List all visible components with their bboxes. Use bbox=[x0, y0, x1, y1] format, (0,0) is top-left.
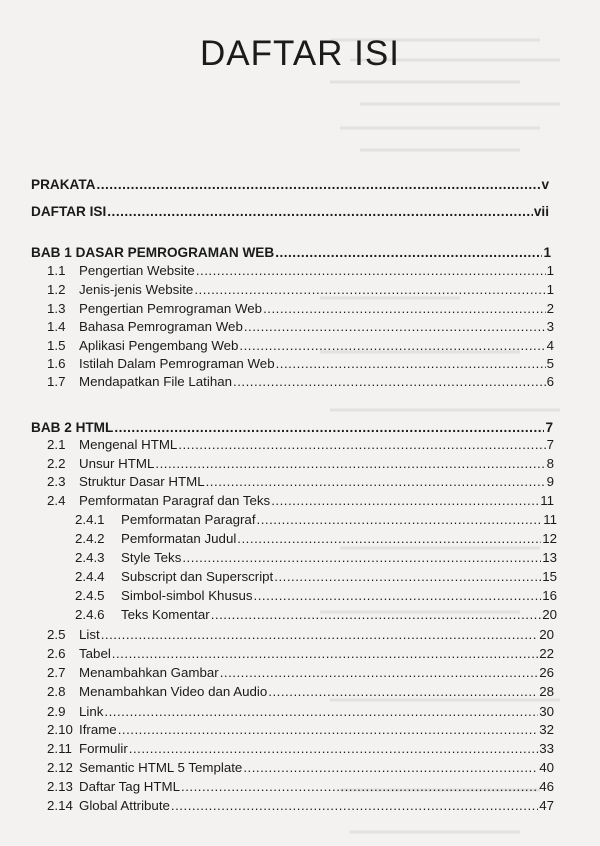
toc-entry bbox=[47, 318, 554, 335]
dot-leader bbox=[171, 797, 538, 814]
toc-entry-page-number: 9 bbox=[546, 474, 554, 489]
toc-entry bbox=[31, 419, 553, 436]
toc-entry bbox=[47, 436, 554, 453]
toc-entry bbox=[47, 337, 554, 354]
toc-entry-page-number: 15 bbox=[542, 569, 557, 584]
dot-leader bbox=[196, 262, 546, 279]
toc-entry-label: List bbox=[79, 627, 100, 642]
dot-leader bbox=[257, 511, 543, 528]
toc-entry-label: Teks Komentar bbox=[121, 607, 210, 622]
toc-entry-number: 1.2 bbox=[47, 282, 66, 297]
toc-entry-number: 2.5 bbox=[47, 627, 66, 642]
toc-entry-label: Istilah Dalam Pemrograman Web bbox=[79, 356, 275, 371]
toc-entry-number: 2.9 bbox=[47, 704, 66, 719]
toc-entry bbox=[47, 455, 554, 472]
toc-entry bbox=[47, 645, 554, 662]
toc-entry-page-number: 40 bbox=[539, 760, 554, 775]
toc-entry-page-number: 26 bbox=[539, 665, 554, 680]
toc-entry-label: Pengertian Website bbox=[79, 263, 195, 278]
toc-entry-label: Formulir bbox=[79, 741, 128, 756]
toc-entry-number: 2.4.2 bbox=[75, 531, 105, 546]
toc-entry bbox=[47, 373, 554, 390]
dot-leader bbox=[104, 703, 538, 720]
toc-entry bbox=[75, 606, 557, 623]
toc-entry-label: Aplikasi Pengembang Web bbox=[79, 338, 239, 353]
toc-entry-page-number: 30 bbox=[539, 704, 554, 719]
toc-entry-label: Menambahkan Gambar bbox=[79, 665, 219, 680]
toc-entry-number: 2.4 bbox=[47, 493, 66, 508]
toc-entry-label: Subscript dan Superscript bbox=[121, 569, 274, 584]
toc-entry-page-number: 7 bbox=[546, 437, 554, 452]
toc-entry bbox=[31, 176, 549, 193]
toc-entry-label: Iframe bbox=[79, 722, 117, 737]
dot-leader bbox=[275, 244, 542, 261]
toc-entry-label: Bahasa Pemrograman Web bbox=[79, 319, 243, 334]
toc-entry-number: 2.4.4 bbox=[75, 569, 105, 584]
toc-entry-label: Mengenal HTML bbox=[79, 437, 178, 452]
dot-leader bbox=[237, 530, 541, 547]
toc-entry-page-number: v bbox=[541, 177, 549, 192]
dot-leader bbox=[276, 355, 546, 372]
toc-entry-page-number: 16 bbox=[542, 588, 557, 603]
toc-entry-number: 2.11 bbox=[47, 741, 72, 756]
dot-leader bbox=[114, 419, 544, 436]
toc-entry bbox=[47, 300, 554, 317]
toc-entry-label: BAB 2 HTML bbox=[31, 420, 114, 435]
toc-entry-number: 1.1 bbox=[47, 263, 66, 278]
toc-entry-label: DAFTAR ISI bbox=[31, 204, 107, 219]
dot-leader bbox=[268, 683, 538, 700]
dot-leader bbox=[239, 337, 545, 354]
toc-entry-label: Pemformatan Paragraf bbox=[121, 512, 256, 527]
dot-leader bbox=[129, 740, 538, 757]
toc-entry-label: Pemformatan Judul bbox=[121, 531, 237, 546]
toc-entry-number: 2.7 bbox=[47, 665, 66, 680]
toc-entry-label: PRAKATA bbox=[31, 177, 96, 192]
toc-entry-page-number: 22 bbox=[539, 646, 554, 661]
toc-entry bbox=[47, 778, 554, 795]
dot-leader bbox=[96, 176, 540, 193]
dot-leader bbox=[118, 721, 539, 738]
toc-entry-page-number: 4 bbox=[546, 338, 554, 353]
toc-entry-page-number: 8 bbox=[546, 456, 554, 471]
toc-entry-page-number: 5 bbox=[546, 356, 554, 371]
toc-entry-label: Semantic HTML 5 Template bbox=[79, 760, 243, 775]
dot-leader bbox=[274, 568, 541, 585]
toc-entry-page-number: 28 bbox=[539, 684, 554, 699]
toc-entry-number: 1.6 bbox=[47, 356, 66, 371]
toc-entry bbox=[47, 683, 554, 700]
toc-entry-label: Daftar Tag HTML bbox=[79, 779, 180, 794]
toc-entry-page-number: 12 bbox=[542, 531, 557, 546]
toc-entry-number: 1.3 bbox=[47, 301, 66, 316]
toc-entry-page-number: 20 bbox=[539, 627, 554, 642]
dot-leader bbox=[211, 606, 542, 623]
toc-entry-number: 1.4 bbox=[47, 319, 66, 334]
toc-entry-number: 2.8 bbox=[47, 684, 66, 699]
dot-leader bbox=[182, 549, 541, 566]
toc-entry bbox=[47, 797, 554, 814]
toc-entry-page-number: 2 bbox=[546, 301, 554, 316]
toc-entry-number: 1.7 bbox=[47, 374, 66, 389]
toc-entry bbox=[47, 355, 554, 372]
toc-entry-number: 1.5 bbox=[47, 338, 66, 353]
toc-entry-number: 2.3 bbox=[47, 474, 66, 489]
toc-entry bbox=[75, 511, 557, 528]
dot-leader bbox=[220, 664, 539, 681]
dot-leader bbox=[101, 626, 539, 643]
toc-entry-number: 2.10 bbox=[47, 722, 73, 737]
toc-entry-page-number: 11 bbox=[540, 493, 554, 508]
toc-entry-number: 2.4.3 bbox=[75, 550, 105, 565]
toc-entry-label: Struktur Dasar HTML bbox=[79, 474, 205, 489]
toc-entry-number: 2.4.1 bbox=[75, 512, 105, 527]
toc-entry-page-number: 1 bbox=[546, 282, 554, 297]
toc-entry bbox=[47, 703, 554, 720]
toc-entry-page-number: 46 bbox=[539, 779, 554, 794]
dot-leader bbox=[243, 759, 538, 776]
toc-entry-page-number: vii bbox=[533, 204, 549, 219]
page-title: DAFTAR ISI bbox=[200, 34, 400, 73]
toc-entry-label: Tabel bbox=[79, 646, 111, 661]
toc-entry-page-number: 32 bbox=[539, 722, 554, 737]
toc-entry-label: Style Teks bbox=[121, 550, 182, 565]
toc-entry-label: Pengertian Pemrograman Web bbox=[79, 301, 263, 316]
toc-entry-number: 2.4.5 bbox=[75, 588, 105, 603]
dot-leader bbox=[233, 373, 546, 390]
dot-leader bbox=[181, 778, 538, 795]
toc-entry-label: Global Attribute bbox=[79, 798, 170, 813]
dot-leader bbox=[244, 318, 546, 335]
toc-entry bbox=[75, 549, 557, 566]
toc-entry bbox=[47, 262, 554, 279]
toc-entry-label: Menambahkan Video dan Audio bbox=[79, 684, 268, 699]
toc-entry-page-number: 20 bbox=[542, 607, 557, 622]
toc-entry bbox=[47, 759, 554, 776]
toc-entry-label: Jenis-jenis Website bbox=[79, 282, 194, 297]
dot-leader bbox=[178, 436, 545, 453]
toc-entry bbox=[47, 740, 554, 757]
toc-entry-label: Pemformatan Paragraf dan Teks bbox=[79, 493, 271, 508]
toc-entry-page-number: 47 bbox=[539, 798, 554, 813]
toc-entry-page-number: 1 bbox=[546, 263, 554, 278]
dot-leader bbox=[107, 203, 533, 220]
toc-entry bbox=[31, 203, 549, 220]
dot-leader bbox=[155, 455, 545, 472]
dot-leader bbox=[263, 300, 546, 317]
toc-entry bbox=[75, 568, 557, 585]
toc-entry-number: 2.4.6 bbox=[75, 607, 105, 622]
dot-leader bbox=[254, 587, 542, 604]
toc-entry bbox=[31, 244, 551, 261]
toc-entry bbox=[47, 492, 554, 509]
toc-entry-page-number: 13 bbox=[542, 550, 557, 565]
toc-entry-page-number: 7 bbox=[545, 420, 553, 435]
toc-entry-label: Simbol-simbol Khusus bbox=[121, 588, 253, 603]
toc-entry-label: Link bbox=[79, 704, 104, 719]
toc-entry bbox=[75, 530, 557, 547]
toc-entry-page-number: 33 bbox=[539, 741, 554, 756]
toc-entry-number: 2.12 bbox=[47, 760, 73, 775]
toc-entry bbox=[47, 473, 554, 490]
toc-entry-label: BAB 1 DASAR PEMROGRAMAN WEB bbox=[31, 245, 275, 260]
toc-entry-page-number: 11 bbox=[543, 512, 557, 527]
dot-leader bbox=[194, 281, 545, 298]
toc-entry bbox=[47, 281, 554, 298]
toc-entry-page-number: 3 bbox=[546, 319, 554, 334]
dot-leader bbox=[271, 492, 539, 509]
toc-entry bbox=[47, 664, 554, 681]
toc-entry-number: 2.6 bbox=[47, 646, 66, 661]
toc-entry-label: Mendapatkan File Latihan bbox=[79, 374, 233, 389]
toc-entry-label: Unsur HTML bbox=[79, 456, 155, 471]
toc-entry-number: 2.13 bbox=[47, 779, 73, 794]
toc-entry bbox=[47, 626, 554, 643]
dot-leader bbox=[206, 473, 546, 490]
toc-entry bbox=[75, 587, 557, 604]
toc-entry-number: 2.1 bbox=[47, 437, 66, 452]
toc-entry-number: 2.14 bbox=[47, 798, 73, 813]
toc-entry bbox=[47, 721, 554, 738]
toc-entry-page-number: 1 bbox=[543, 245, 551, 260]
toc-entry-page-number: 6 bbox=[546, 374, 554, 389]
toc-entry-number: 2.2 bbox=[47, 456, 66, 471]
dot-leader bbox=[112, 645, 538, 662]
